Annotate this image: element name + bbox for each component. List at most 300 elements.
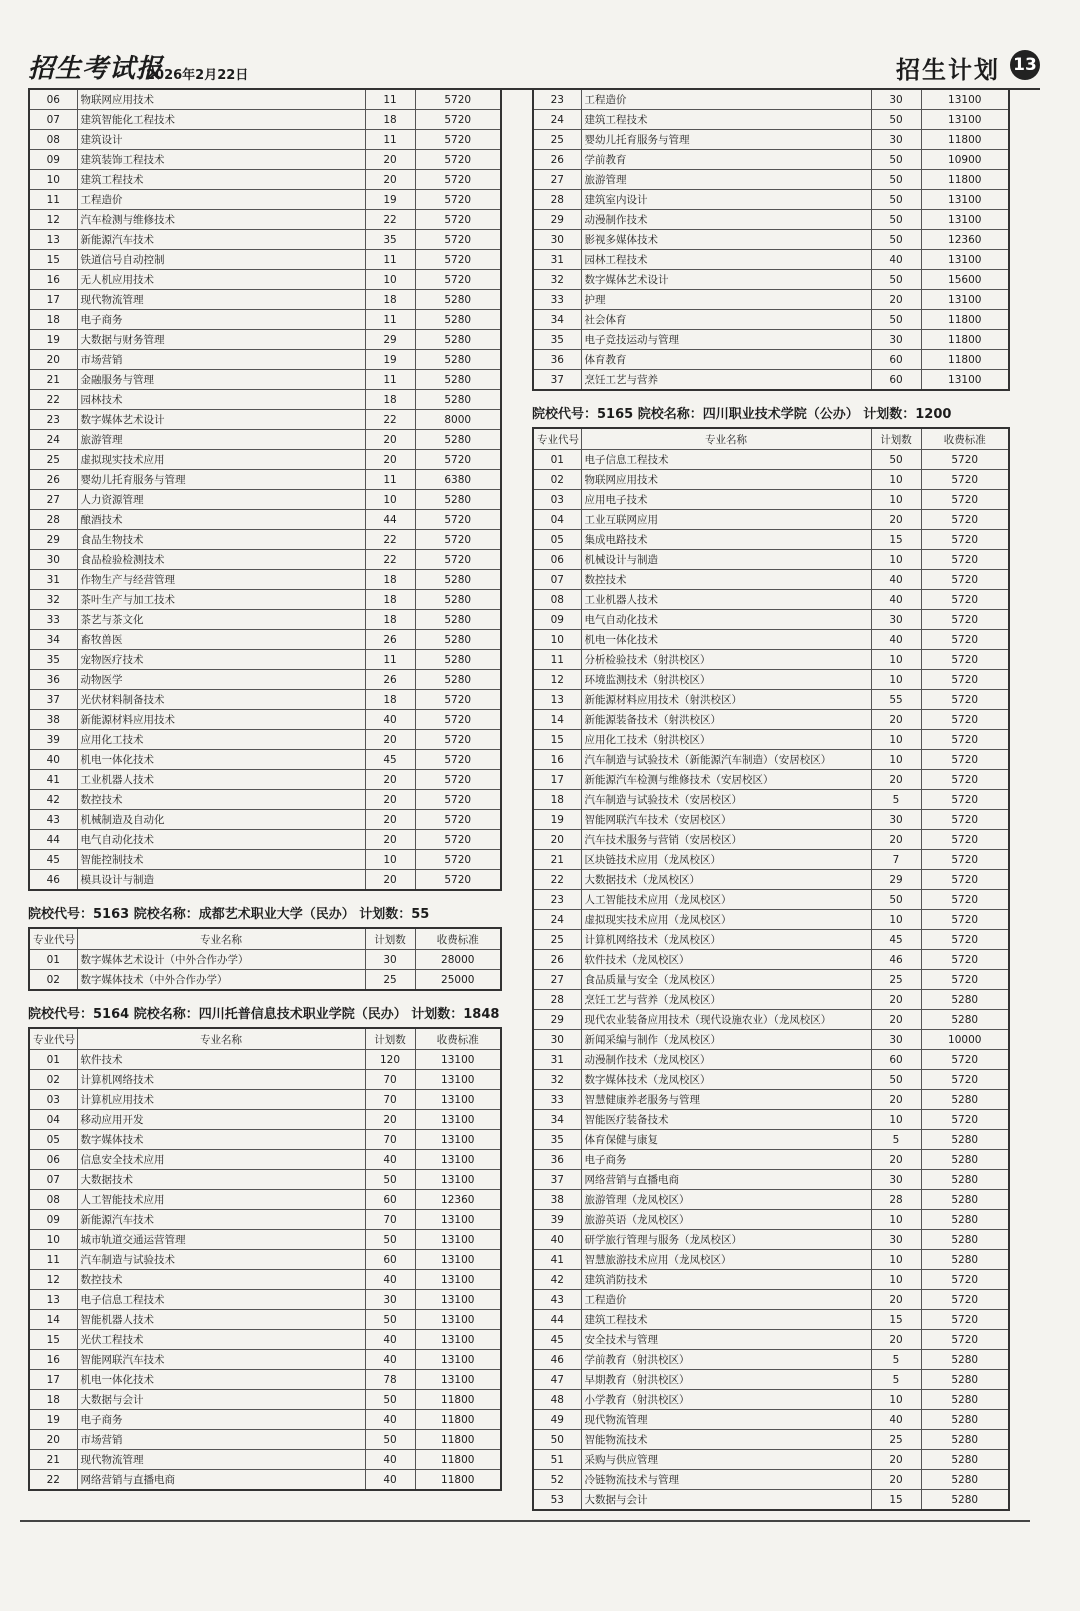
row-fee: 5280 (415, 570, 501, 590)
table-row (533, 1450, 1009, 1470)
row-fee: 13100 (415, 1310, 501, 1330)
row-fee: 13100 (921, 370, 1009, 391)
row-name: 婴幼儿托育服务与管理 (77, 470, 365, 490)
table-row (533, 810, 1009, 830)
row-quota: 50 (871, 210, 921, 230)
col-name: 专业名称 (77, 1028, 365, 1050)
row-name: 光伏工程技术 (77, 1330, 365, 1350)
table-row (29, 1170, 501, 1190)
row-quota: 11 (365, 130, 415, 150)
row-code: 35 (533, 1130, 581, 1150)
table-row (533, 610, 1009, 630)
row-name: 工业机器人技术 (77, 770, 365, 790)
row-code: 17 (29, 290, 77, 310)
row-fee: 5720 (415, 190, 501, 210)
row-quota: 11 (365, 310, 415, 330)
table-5163-body (29, 950, 501, 991)
table-row (533, 1170, 1009, 1190)
row-fee: 11800 (415, 1410, 501, 1430)
row-quota: 50 (365, 1430, 415, 1450)
row-code: 29 (533, 1010, 581, 1030)
col-quota: 计划数 (365, 1028, 415, 1050)
row-fee: 5720 (921, 850, 1009, 870)
row-fee: 13100 (415, 1110, 501, 1130)
table-row (29, 1430, 501, 1450)
row-quota: 18 (365, 390, 415, 410)
row-code: 52 (533, 1470, 581, 1490)
row-quota: 20 (871, 510, 921, 530)
table-row (29, 970, 501, 991)
row-fee: 5720 (921, 910, 1009, 930)
row-fee: 5720 (921, 550, 1009, 570)
table-row (533, 170, 1009, 190)
table-row (29, 370, 501, 390)
row-fee: 5720 (415, 770, 501, 790)
row-fee: 5720 (415, 850, 501, 870)
row-code: 07 (29, 110, 77, 130)
row-quota: 70 (365, 1130, 415, 1150)
row-quota: 40 (365, 1410, 415, 1430)
row-name: 安全技术与管理 (581, 1330, 871, 1350)
row-quota: 18 (365, 570, 415, 590)
table-row (29, 650, 501, 670)
row-name: 烹饪工艺与营养（龙凤校区） (581, 990, 871, 1010)
row-code: 11 (29, 1250, 77, 1270)
row-code: 27 (29, 490, 77, 510)
row-quota: 10 (871, 750, 921, 770)
table-row (29, 790, 501, 810)
row-fee: 5280 (921, 1130, 1009, 1150)
row-code: 53 (533, 1490, 581, 1511)
row-fee: 5280 (921, 990, 1009, 1010)
row-fee: 13100 (415, 1090, 501, 1110)
table-row (29, 390, 501, 410)
table-row (29, 530, 501, 550)
row-name: 采购与供应管理 (581, 1450, 871, 1470)
row-quota: 30 (365, 1290, 415, 1310)
table-row (29, 630, 501, 650)
row-fee: 5280 (415, 650, 501, 670)
col-code: 专业代号 (29, 928, 77, 950)
row-code: 41 (533, 1250, 581, 1270)
row-code: 23 (533, 890, 581, 910)
row-code: 08 (29, 130, 77, 150)
row-code: 14 (533, 710, 581, 730)
row-code: 44 (533, 1310, 581, 1330)
table-row (533, 250, 1009, 270)
row-fee: 5720 (415, 170, 501, 190)
row-name: 智能医疗装备技术 (581, 1110, 871, 1130)
row-quota: 5 (871, 1350, 921, 1370)
row-code: 05 (29, 1130, 77, 1150)
row-quota: 11 (365, 370, 415, 390)
row-name: 旅游管理 (77, 430, 365, 450)
row-name: 智能控制技术 (77, 850, 365, 870)
row-fee: 13100 (921, 190, 1009, 210)
row-code: 34 (533, 1110, 581, 1130)
row-fee: 5280 (921, 1350, 1009, 1370)
row-quota: 50 (871, 890, 921, 910)
row-fee: 12360 (415, 1190, 501, 1210)
table-row (533, 970, 1009, 990)
row-quota: 50 (871, 310, 921, 330)
row-code: 20 (29, 350, 77, 370)
table-row (29, 830, 501, 850)
row-name: 应用化工技术（射洪校区） (581, 730, 871, 750)
row-code: 26 (533, 150, 581, 170)
table-row (29, 350, 501, 370)
table-row (533, 910, 1009, 930)
row-fee: 5720 (415, 150, 501, 170)
table-row (533, 150, 1009, 170)
row-quota: 20 (871, 1090, 921, 1110)
row-name: 数控技术 (77, 790, 365, 810)
row-quota: 20 (871, 1470, 921, 1490)
row-name: 计算机网络技术 (77, 1070, 365, 1090)
row-name: 智能网联汽车技术 (77, 1350, 365, 1370)
row-code: 44 (29, 830, 77, 850)
row-fee: 5280 (415, 610, 501, 630)
row-name: 建筑设计 (77, 130, 365, 150)
row-fee: 12360 (921, 230, 1009, 250)
table-row (29, 590, 501, 610)
row-fee: 13100 (415, 1230, 501, 1250)
table-row (29, 1110, 501, 1130)
row-quota: 20 (365, 1110, 415, 1130)
row-quota: 20 (365, 770, 415, 790)
table-row (29, 510, 501, 530)
row-name: 园林技术 (77, 390, 365, 410)
row-quota: 20 (365, 450, 415, 470)
row-quota: 50 (871, 1070, 921, 1090)
table-row (29, 270, 501, 290)
row-fee: 5280 (921, 1090, 1009, 1110)
row-name: 电子信息工程技术 (581, 450, 871, 470)
row-name: 现代农业装备应用技术（现代设施农业）（龙凤校区） (581, 1010, 871, 1030)
table-row (29, 670, 501, 690)
row-fee: 5720 (415, 710, 501, 730)
row-quota: 26 (365, 670, 415, 690)
row-name: 婴幼儿托育服务与管理 (581, 130, 871, 150)
row-quota: 29 (871, 870, 921, 890)
row-name: 网络营销与直播电商 (77, 1470, 365, 1491)
row-code: 45 (533, 1330, 581, 1350)
row-code: 37 (29, 690, 77, 710)
row-name: 电子竞技运动与管理 (581, 330, 871, 350)
row-name: 数控技术 (581, 570, 871, 590)
row-code: 24 (29, 430, 77, 450)
table-row (533, 650, 1009, 670)
table-row (533, 1090, 1009, 1110)
table-row (533, 370, 1009, 391)
table-row (29, 490, 501, 510)
row-name: 茶叶生产与加工技术 (77, 590, 365, 610)
row-name: 作物生产与经营管理 (77, 570, 365, 590)
row-name: 动漫制作技术（龙凤校区） (581, 1050, 871, 1070)
row-name: 虚拟现实技术应用 (77, 450, 365, 470)
row-quota: 10 (365, 850, 415, 870)
row-name: 建筑装饰工程技术 (77, 150, 365, 170)
row-name: 工业互联网应用 (581, 510, 871, 530)
table-row (533, 1150, 1009, 1170)
table-row (533, 1190, 1009, 1210)
row-name: 数字媒体艺术设计 (581, 270, 871, 290)
row-quota: 78 (365, 1370, 415, 1390)
table-row (29, 1330, 501, 1350)
row-fee: 5720 (921, 1270, 1009, 1290)
row-name: 信息安全技术应用 (77, 1150, 365, 1170)
row-code: 12 (29, 1270, 77, 1290)
row-name: 数字媒体技术（中外合作办学） (77, 970, 365, 991)
row-fee: 5720 (921, 710, 1009, 730)
row-code: 37 (533, 370, 581, 391)
row-name: 汽车制造与试验技术（新能源汽车制造）（安居校区） (581, 750, 871, 770)
table-a-body (29, 89, 501, 890)
row-name: 软件技术（龙凤校区） (581, 950, 871, 970)
row-name: 冷链物流技术与管理 (581, 1470, 871, 1490)
row-fee: 5280 (415, 350, 501, 370)
col-name: 专业名称 (581, 428, 871, 450)
table-row (533, 930, 1009, 950)
table-row (29, 870, 501, 891)
row-quota: 50 (365, 1230, 415, 1250)
row-quota: 20 (871, 710, 921, 730)
row-name: 大数据技术 (77, 1170, 365, 1190)
row-fee: 5720 (921, 690, 1009, 710)
table-header (533, 428, 1009, 450)
row-fee: 5720 (921, 1290, 1009, 1310)
row-name: 智慧健康养老服务与管理 (581, 1090, 871, 1110)
row-code: 48 (533, 1390, 581, 1410)
table-row (29, 210, 501, 230)
row-code: 32 (29, 590, 77, 610)
row-code: 20 (533, 830, 581, 850)
row-name: 区块链技术应用（龙凤校区） (581, 850, 871, 870)
table-row (533, 570, 1009, 590)
school-5164-title: 院校代号：5164 院校名称：四川托普信息技术职业学院（民办） 计划数：1848 (28, 1007, 500, 1022)
row-quota: 30 (365, 950, 415, 970)
row-fee: 8000 (415, 410, 501, 430)
row-quota: 20 (871, 990, 921, 1010)
row-quota: 20 (871, 830, 921, 850)
row-fee: 13100 (921, 89, 1009, 110)
row-fee: 5720 (921, 950, 1009, 970)
table-row (29, 1410, 501, 1430)
table-5163 (28, 927, 502, 991)
row-quota: 19 (365, 190, 415, 210)
row-name: 体育教育 (581, 350, 871, 370)
row-quota: 20 (365, 150, 415, 170)
row-name: 城市轨道交通运营管理 (77, 1230, 365, 1250)
table-row (533, 1050, 1009, 1070)
paper-name: 招生考试报 (28, 54, 164, 84)
row-code: 09 (533, 610, 581, 630)
row-fee: 13100 (415, 1330, 501, 1350)
table-row (533, 990, 1009, 1010)
row-name: 应用电子技术 (581, 490, 871, 510)
row-code: 33 (533, 1090, 581, 1110)
row-name: 酿酒技术 (77, 510, 365, 530)
row-code: 11 (533, 650, 581, 670)
table-row (533, 1370, 1009, 1390)
row-name: 烹饪工艺与营养 (581, 370, 871, 391)
row-quota: 10 (871, 1390, 921, 1410)
row-code: 15 (533, 730, 581, 750)
table-row (29, 730, 501, 750)
row-fee: 5280 (415, 490, 501, 510)
bottom-rule (20, 1520, 1030, 1522)
row-code: 31 (29, 570, 77, 590)
row-fee: 5720 (921, 470, 1009, 490)
row-quota: 60 (365, 1190, 415, 1210)
row-code: 06 (29, 1150, 77, 1170)
table-row (533, 330, 1009, 350)
row-code: 04 (29, 1110, 77, 1130)
table-row (533, 1130, 1009, 1150)
row-code: 34 (29, 630, 77, 650)
row-fee: 5720 (921, 890, 1009, 910)
row-quota: 50 (871, 450, 921, 470)
row-quota: 50 (871, 150, 921, 170)
row-fee: 10900 (921, 150, 1009, 170)
row-quota: 22 (365, 550, 415, 570)
row-code: 12 (29, 210, 77, 230)
row-quota: 70 (365, 1210, 415, 1230)
row-code: 37 (533, 1170, 581, 1190)
row-quota: 50 (871, 170, 921, 190)
row-quota: 10 (365, 490, 415, 510)
row-code: 39 (29, 730, 77, 750)
table-5164-cont-body (533, 89, 1009, 390)
row-quota: 45 (365, 750, 415, 770)
table-row (533, 730, 1009, 750)
row-fee: 5720 (415, 110, 501, 130)
row-code: 51 (533, 1450, 581, 1470)
row-name: 畜牧兽医 (77, 630, 365, 650)
row-code: 43 (533, 1290, 581, 1310)
issue-date: 2026年2月22日 (146, 68, 249, 83)
table-row (533, 750, 1009, 770)
table-a (28, 88, 502, 891)
row-code: 21 (533, 850, 581, 870)
row-name: 建筑工程技术 (77, 170, 365, 190)
row-code: 12 (533, 670, 581, 690)
row-fee: 5280 (415, 670, 501, 690)
row-code: 10 (29, 1230, 77, 1250)
table-row (533, 450, 1009, 470)
row-code: 32 (533, 270, 581, 290)
table-row (533, 710, 1009, 730)
row-fee: 13100 (921, 110, 1009, 130)
table-row (533, 350, 1009, 370)
row-code: 04 (533, 510, 581, 530)
row-fee: 5720 (921, 490, 1009, 510)
row-name: 虚拟现实技术应用（龙凤校区） (581, 910, 871, 930)
row-name: 网络营销与直播电商 (581, 1170, 871, 1190)
row-fee: 25000 (415, 970, 501, 991)
row-code: 36 (533, 1150, 581, 1170)
row-quota: 10 (871, 1210, 921, 1230)
row-fee: 28000 (415, 950, 501, 970)
row-name: 现代物流管理 (77, 1450, 365, 1470)
row-fee: 11800 (921, 130, 1009, 150)
row-fee: 5720 (415, 550, 501, 570)
row-code: 22 (29, 1470, 77, 1491)
row-name: 集成电路技术 (581, 530, 871, 550)
row-fee: 5720 (921, 970, 1009, 990)
row-fee: 5280 (921, 1470, 1009, 1490)
table-row (29, 550, 501, 570)
row-name: 智慧旅游技术应用（龙凤校区） (581, 1250, 871, 1270)
row-fee: 5720 (921, 530, 1009, 550)
table-row (29, 1370, 501, 1390)
row-fee: 5280 (921, 1150, 1009, 1170)
table-row (533, 1110, 1009, 1130)
row-name: 大数据与会计 (581, 1490, 871, 1511)
row-fee: 11800 (921, 310, 1009, 330)
table-row (533, 89, 1009, 110)
left-column (28, 88, 502, 1491)
row-name: 物联网应用技术 (77, 89, 365, 110)
row-fee: 5280 (415, 330, 501, 350)
row-quota: 18 (365, 610, 415, 630)
row-code: 07 (29, 1170, 77, 1190)
masthead (28, 46, 1040, 90)
row-name: 建筑工程技术 (581, 110, 871, 130)
table-row (533, 550, 1009, 570)
row-quota: 20 (871, 1330, 921, 1350)
row-code: 31 (533, 1050, 581, 1070)
col-quota: 计划数 (871, 428, 921, 450)
row-quota: 10 (871, 1110, 921, 1130)
row-code: 26 (29, 470, 77, 490)
row-quota: 11 (365, 250, 415, 270)
row-fee: 5720 (921, 590, 1009, 610)
row-quota: 60 (365, 1250, 415, 1270)
table-header (29, 928, 501, 950)
table-row (533, 1070, 1009, 1090)
table-header (29, 1028, 501, 1050)
table-row (533, 790, 1009, 810)
table-row (533, 130, 1009, 150)
row-quota: 50 (365, 1170, 415, 1190)
row-fee: 5720 (415, 210, 501, 230)
row-name: 机械制造及自动化 (77, 810, 365, 830)
row-fee: 5280 (921, 1370, 1009, 1390)
table-row (29, 1290, 501, 1310)
row-name: 电子商务 (581, 1150, 871, 1170)
row-code: 01 (533, 450, 581, 470)
row-quota: 40 (365, 1330, 415, 1350)
row-quota: 30 (871, 1030, 921, 1050)
row-quota: 22 (365, 530, 415, 550)
row-code: 30 (533, 1030, 581, 1050)
row-quota: 40 (365, 1150, 415, 1170)
row-fee: 11800 (921, 330, 1009, 350)
row-quota: 50 (871, 190, 921, 210)
row-quota: 20 (365, 790, 415, 810)
row-code: 35 (533, 330, 581, 350)
row-name: 建筑消防技术 (581, 1270, 871, 1290)
row-code: 22 (29, 390, 77, 410)
row-fee: 5720 (415, 450, 501, 470)
row-quota: 55 (871, 690, 921, 710)
row-quota: 10 (871, 650, 921, 670)
row-quota: 5 (871, 1130, 921, 1150)
row-name: 早期教育（射洪校区） (581, 1370, 871, 1390)
row-quota: 30 (871, 1230, 921, 1250)
row-quota: 20 (871, 1150, 921, 1170)
